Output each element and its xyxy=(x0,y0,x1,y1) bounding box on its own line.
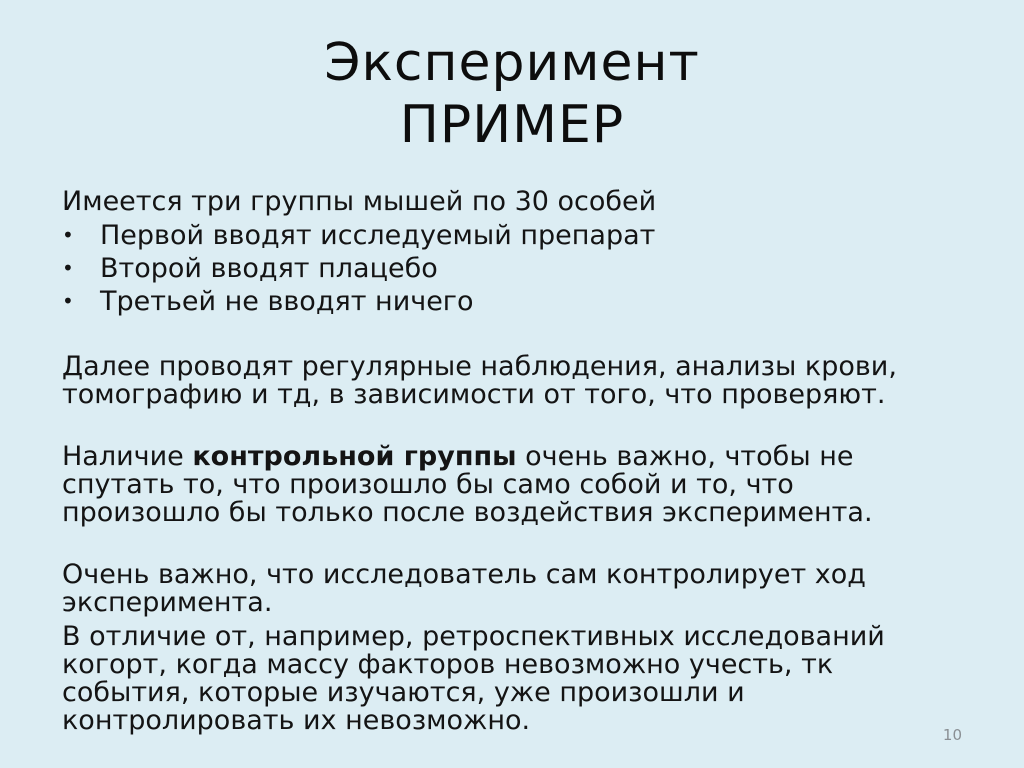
title-line-1: Эксперимент xyxy=(324,33,700,93)
title-line-2: ПРИМЕР xyxy=(399,95,625,155)
paragraph-researcher-control xyxy=(62,561,962,617)
intro-text: Имеется три группы мышей по 30 особей xyxy=(62,186,657,217)
bullet-item xyxy=(62,219,962,252)
paragraph-line: спутать то, что произошло бы само собой и то, что xyxy=(62,469,794,500)
paragraph-line: эксперимента. xyxy=(62,587,273,618)
page-number: 10 xyxy=(942,726,962,744)
bullet-icon: • xyxy=(62,289,74,313)
paragraph-line: Очень важно, что исследователь сам контролирует ход xyxy=(62,559,866,590)
paragraph-line-suffix: очень важно, чтобы не xyxy=(516,441,854,472)
bullet-item xyxy=(62,252,962,285)
slide-body xyxy=(62,185,962,735)
bullet-list xyxy=(62,219,962,318)
paragraph-line: томографию и тд, в зависимости от того, что проверяют. xyxy=(62,379,886,410)
paragraph-control-group xyxy=(62,443,962,527)
paragraph-retrospective xyxy=(62,623,962,735)
bullet-text: Второй вводят плацебо xyxy=(100,253,438,284)
paragraph-line: произошло бы только после воздействия эксперимента. xyxy=(62,497,873,528)
slide-title xyxy=(0,32,1024,156)
paragraph-line: В отличие от, например, ретроспективных исследований xyxy=(62,621,885,652)
bullet-text: Третьей не вводят ничего xyxy=(100,286,474,317)
bullet-text: Первой вводят исследуемый препарат xyxy=(100,220,656,251)
bullet-item xyxy=(62,285,962,318)
paragraph-line: Далее проводят регулярные наблюдения, анализы крови, xyxy=(62,351,897,382)
bullet-icon: • xyxy=(62,256,74,280)
paragraph-observations xyxy=(62,353,962,409)
paragraph-line: контролировать их невозможно. xyxy=(62,705,531,736)
paragraph-line-prefix: Наличие xyxy=(62,441,193,472)
paragraph-line: события, которые изучаются, уже произошли и xyxy=(62,677,745,708)
paragraph-line: когорт, когда массу факторов невозможно учесть, тк xyxy=(62,649,834,680)
bullet-icon: • xyxy=(62,223,74,247)
bold-term: контрольной группы xyxy=(192,441,517,472)
